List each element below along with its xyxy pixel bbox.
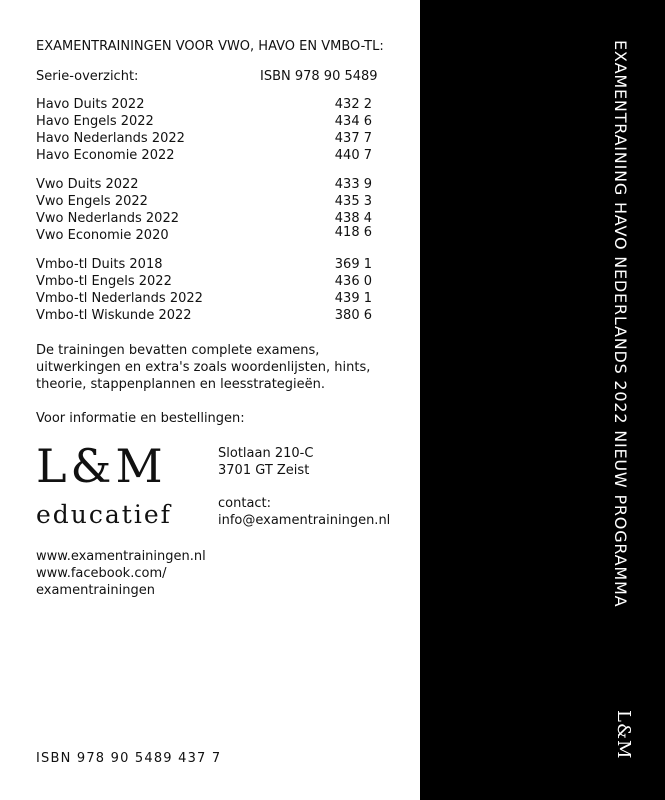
list-item-title: Vmbo-tl Engels 2022 — [36, 274, 172, 289]
list-item-code: 418 6 — [334, 225, 372, 240]
list-item-code: 437 7 — [334, 131, 372, 146]
description-line: De trainingen bevatten complete examens, — [36, 343, 320, 358]
list-item-code: 433 9 — [334, 177, 372, 192]
list-item-code: 440 7 — [334, 148, 372, 163]
description-line: theorie, stappenplannen en leesstrategieën. — [36, 377, 326, 392]
list-item-code: 369 1 — [334, 257, 372, 272]
list-item-title: Vmbo-tl Nederlands 2022 — [36, 291, 203, 306]
contact-label: contact: — [218, 496, 272, 511]
facebook-link-cont[interactable]: examentrainingen — [36, 583, 155, 598]
list-item-title: Vwo Engels 2022 — [36, 194, 148, 209]
series-label: Serie-overzicht: — [36, 69, 139, 84]
address-line: 3701 GT Zeist — [218, 463, 310, 478]
description-line: uitwerkingen en extra's zoals woordenlijsten, hints, — [36, 360, 371, 375]
list-item-title: Havo Economie 2022 — [36, 148, 175, 163]
address-line: Slotlaan 210-C — [218, 446, 314, 461]
list-item-title: Havo Duits 2022 — [36, 97, 145, 112]
spine-logo: L&M — [613, 710, 634, 760]
list-item-title: Vmbo-tl Wiskunde 2022 — [36, 308, 192, 323]
logo-educatief: educatief — [36, 500, 172, 529]
list-item-code: 436 0 — [334, 274, 372, 289]
list-item-code: 438 4 — [334, 211, 372, 226]
list-item-code: 439 1 — [334, 291, 372, 306]
list-item-title: Havo Nederlands 2022 — [36, 131, 185, 146]
isbn-prefix: ISBN 978 90 5489 — [260, 69, 378, 84]
contact-email[interactable]: info@examentrainingen.nl — [218, 513, 391, 528]
list-item-title: Vmbo-tl Duits 2018 — [36, 257, 163, 272]
heading: EXAMENTRAININGEN VOOR VWO, HAVO EN VMBO-TL: — [36, 39, 384, 54]
list-item-title: Havo Engels 2022 — [36, 114, 154, 129]
list-item-code: 380 6 — [334, 308, 372, 323]
website-link[interactable]: www.examentrainingen.nl — [36, 549, 206, 564]
spine-title: EXAMENTRAINING HAVO NEDERLANDS 2022 NIEUW PROGRAMMA — [611, 40, 630, 608]
logo-lm: L&M — [36, 439, 167, 493]
list-item-code: 434 6 — [334, 114, 372, 129]
list-item-code: 435 3 — [334, 194, 372, 209]
list-item-title: Vwo Economie 2020 — [36, 228, 169, 243]
list-item-title: Vwo Duits 2022 — [36, 177, 139, 192]
list-item-title: Vwo Nederlands 2022 — [36, 211, 179, 226]
facebook-link[interactable]: www.facebook.com/ — [36, 566, 167, 581]
list-item-code: 432 2 — [334, 97, 372, 112]
info-label: Voor informatie en bestellingen: — [36, 411, 245, 426]
isbn-full: ISBN 978 90 5489 437 7 — [36, 751, 222, 766]
